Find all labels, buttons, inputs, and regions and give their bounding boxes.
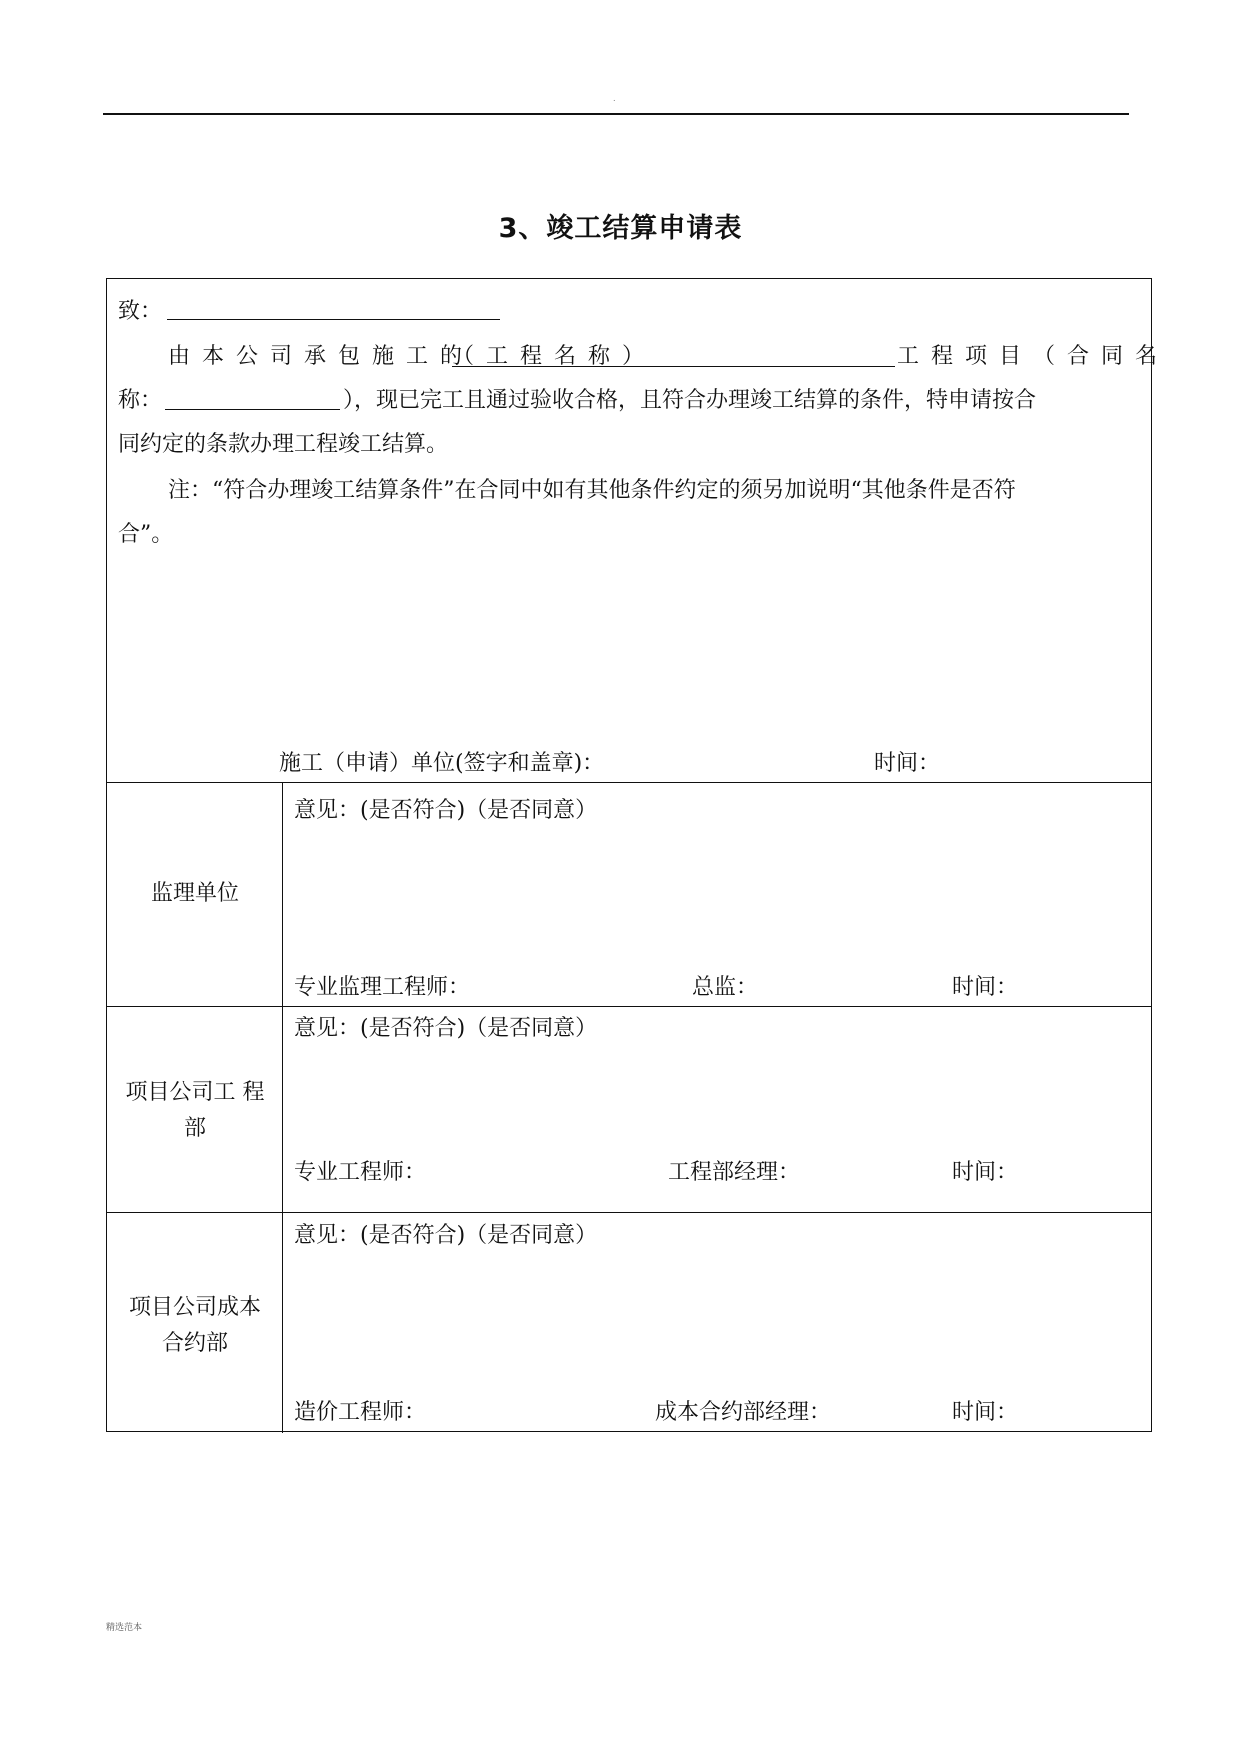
line1-project-name: （工程名称） bbox=[452, 344, 657, 369]
project-name-blank[interactable] bbox=[452, 366, 895, 367]
supervision-time-label: 时间： bbox=[952, 975, 1019, 1000]
contract-name-blank[interactable] bbox=[165, 409, 340, 410]
footer-text: 精选范本 bbox=[106, 1623, 143, 1633]
line1-c: 工程项目（合同名 bbox=[897, 344, 1170, 369]
supervision-section bbox=[107, 782, 1151, 1006]
professional-engineer-label: 专业工程师： bbox=[294, 1160, 427, 1185]
recipient-blank[interactable] bbox=[167, 319, 500, 320]
cost-contract-manager-label: 成本合约部经理： bbox=[655, 1400, 832, 1425]
engineering-opinion: 意见：(是否符合)（是否同意） bbox=[294, 1016, 598, 1041]
note-line2: 合”。 bbox=[118, 522, 174, 547]
line2-a: 称： bbox=[118, 388, 163, 413]
applicant-time-label: 时间： bbox=[874, 751, 941, 776]
applicant-signature-label: 施工（申请）单位(签字和盖章)： bbox=[279, 751, 605, 776]
engineering-section bbox=[107, 1006, 1151, 1212]
supervision-engineer-label: 专业监理工程师： bbox=[294, 975, 471, 1000]
cost-engineer-label: 造价工程师： bbox=[294, 1400, 427, 1425]
settlement-form bbox=[106, 278, 1170, 1432]
header-dot: . bbox=[613, 94, 616, 103]
to-label: 致： bbox=[118, 299, 163, 324]
application-section bbox=[107, 279, 1170, 782]
cost-contract-time-label: 时间： bbox=[952, 1400, 1019, 1425]
supervision-label: 监理单位 bbox=[150, 881, 239, 906]
supervision-opinion: 意见：(是否符合)（是否同意） bbox=[294, 798, 598, 823]
engineering-label-line1: 项目公司工 程 bbox=[125, 1080, 265, 1105]
page-title: 3、竣工结算申请表 bbox=[498, 213, 743, 244]
header-rule bbox=[103, 113, 1129, 115]
cost-contract-label-line1: 项目公司成本 bbox=[128, 1295, 261, 1320]
supervision-label-cell bbox=[107, 783, 283, 1006]
chief-supervisor-label: 总监： bbox=[692, 975, 759, 1000]
cost-contract-label-line2: 合约部 bbox=[161, 1331, 228, 1356]
line1-a: 由本公司承包施工的 bbox=[168, 344, 475, 369]
cost-contract-label-cell bbox=[107, 1213, 283, 1433]
engineering-time-label: 时间： bbox=[952, 1160, 1019, 1185]
engineering-label-cell bbox=[107, 1007, 283, 1212]
line3: 同约定的条款办理工程竣工结算。 bbox=[118, 432, 449, 457]
engineering-label-line2: 部 bbox=[183, 1116, 206, 1141]
cost-contract-opinion: 意见：(是否符合)（是否同意） bbox=[294, 1223, 598, 1248]
engineering-manager-label: 工程部经理： bbox=[668, 1160, 801, 1185]
note-line1: 注：“符合办理竣工结算条件”在合同中如有其他条件约定的须另加说明“其他条件是否符 bbox=[168, 478, 1016, 503]
cost-contract-section bbox=[107, 1212, 1151, 1433]
line2-b: ），现已完工且通过验收合格，且符合办理竣工结算的条件，特申请按合 bbox=[343, 388, 1037, 413]
